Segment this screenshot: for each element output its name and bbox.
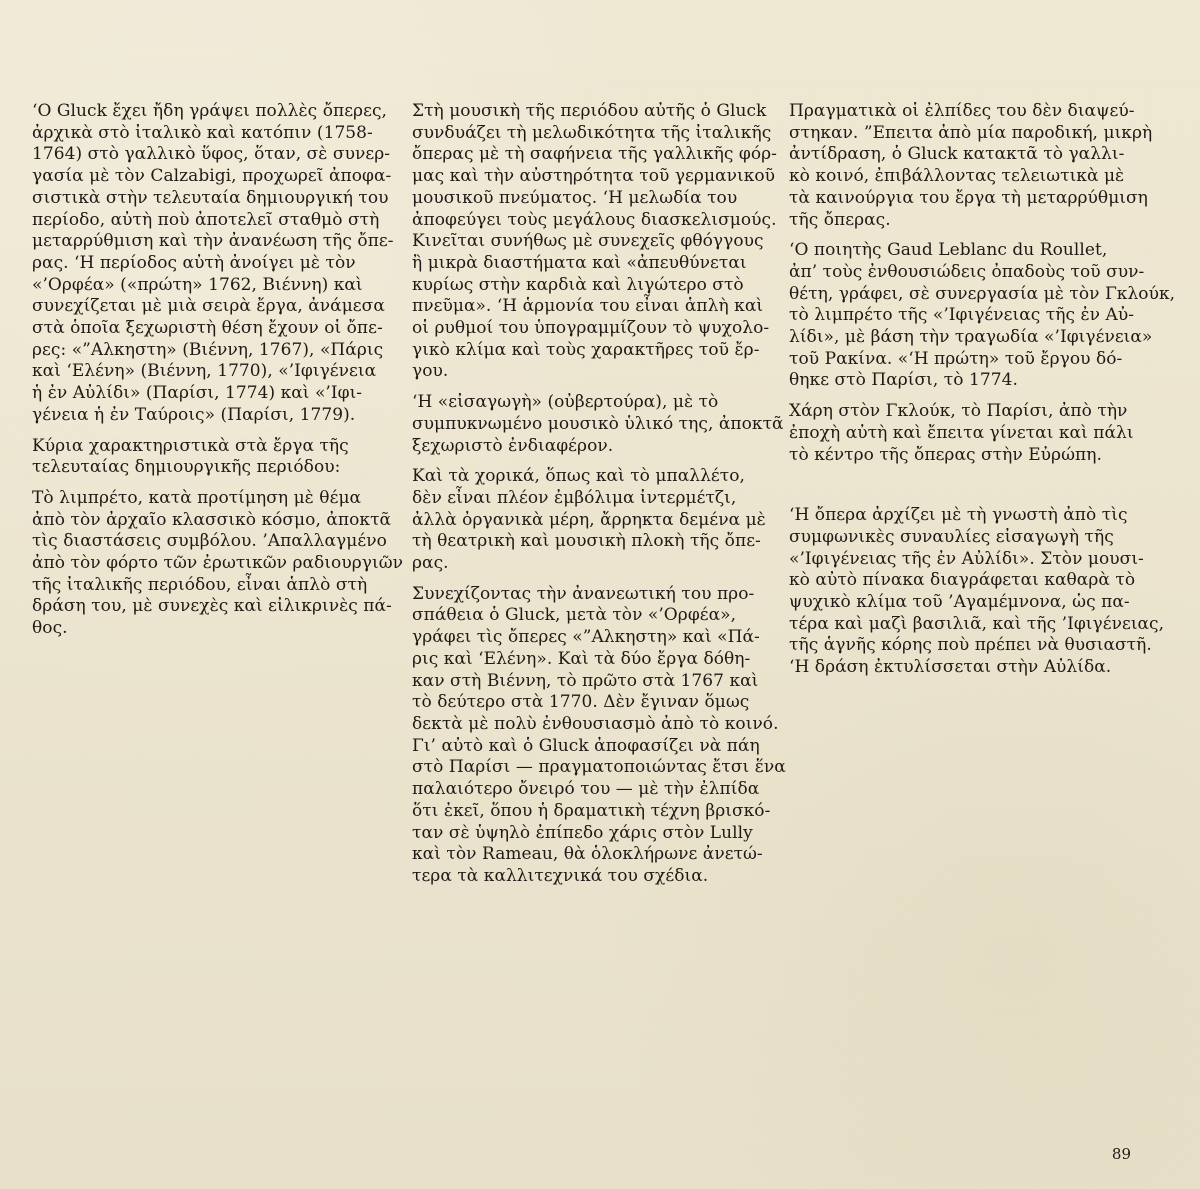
text-line: Χάρη στὸν Γκλούκ, τὸ Παρίσι, ἀπὸ τὴν <box>789 401 1128 422</box>
text-line: κὸ αὐτὸ πίνακα διαγράφεται καθαρὰ τὸ <box>789 570 1136 591</box>
text-line: καν στὴ Βιέννη, τὸ πρῶτο στὰ 1767 καὶ <box>412 670 759 691</box>
text-line: ἀρχικὰ στὸ ἰταλικὸ καὶ κατόπιν (1758- <box>32 122 373 143</box>
text-line: ‘Η δράση ἐκτυλίσσεται στὴν Αὐλίδα. <box>789 657 1112 678</box>
text-line: πνεῦμα». ‘Η ἁρμονία του εἶναι ἁπλὴ καὶ <box>412 296 764 317</box>
paragraph <box>412 392 784 457</box>
text-line: δεκτὰ μὲ πολὺ ἐνθουσιασμὸ ἀπὸ τὸ κοινό. <box>412 713 779 734</box>
text-line: μεταρρύθμιση καὶ τὴν ἀνανέωση τῆς ὄπε- <box>32 231 394 252</box>
text-line: τῆς ἰταλικῆς περιόδου, εἶναι ἁπλὸ στὴ <box>32 574 368 595</box>
text-line: Κινεῖται συνήθως μὲ συνεχεῖς φθόγγους <box>412 231 764 252</box>
section-spacer <box>789 475 1126 505</box>
text-line: ρας. ‘Η περίοδος αὐτὴ ἀνοίγει μὲ τὸν <box>32 252 356 273</box>
paragraph <box>412 101 777 383</box>
paragraph <box>789 401 1134 466</box>
paragraph <box>789 101 1153 231</box>
text-line: ἐποχὴ αὐτὴ καὶ ἔπειτα γίνεται καὶ πάλι <box>789 422 1134 443</box>
text-line: τέρα καὶ μαζὶ βασιλιᾶ, καὶ τῆς ’Ιφιγένειας, <box>789 613 1165 634</box>
paragraph <box>412 583 786 888</box>
text-line: περίοδο, αὐτὴ ποὺ ἀποτελεῖ σταθμὸ στὴ <box>32 209 380 230</box>
text-line: ‘Η «εἰσαγωγὴ» (οὐβερτούρα), μὲ τὸ <box>412 392 719 413</box>
page-number: 89 <box>1111 1145 1131 1163</box>
text-line: τὸ δεύτερο στὰ 1770. Δὲν ἔγιναν ὅμως <box>412 692 750 713</box>
text-line: ἀποφεύγει τοὺς μεγάλους διασκελισμούς. <box>412 209 777 230</box>
text-line: «’Ορφέα» («πρώτη» 1762, Βιέννη) καὶ <box>32 274 363 295</box>
text-line: Συνεχίζοντας τὴν ἀνανεωτική του προ- <box>412 583 755 604</box>
text-line: τὴ θεατρικὴ καὶ μουσικὴ πλοκὴ τῆς ὄπε- <box>412 531 761 552</box>
paragraph <box>789 240 1176 392</box>
text-line: μουσικοῦ πνεύματος. ‘Η μελωδία του <box>412 187 738 208</box>
text-line: στὸ Παρίσι — πραγματοποιώντας ἔτσι ἕνα <box>412 757 786 778</box>
text-line: τοῦ Ρακίνα. «‘Η πρώτη» τοῦ ἔργου δό- <box>789 348 1123 369</box>
paragraph <box>32 101 394 427</box>
text-line: στηκαν. ”Επειτα ἀπὸ μία παροδική, μικρὴ <box>789 122 1153 143</box>
text-column-right <box>789 101 1176 688</box>
text-line: κυρίως στὴν καρδιὰ καὶ λιγώτερο στὸ <box>412 274 744 295</box>
text-column-middle <box>412 101 786 897</box>
text-line: θέτη, γράφει, σὲ συνεργασία μὲ τὸν Γκλούκ, <box>789 283 1176 304</box>
text-line: ‘Η ὄπερα ἀρχίζει μὲ τὴ γνωστὴ ἀπὸ τὶς <box>789 505 1128 526</box>
text-line: Τὸ λιμπρέτο, κατὰ προτίμηση μὲ θέμα <box>32 487 362 508</box>
text-line: ταν σὲ ὑψηλὸ ἐπίπεδο χάρις στὸν Lully <box>412 822 753 843</box>
text-line: «’Ιφιγένειας τῆς ἐν Αὐλίδι». Στὸν μουσι- <box>789 548 1144 569</box>
text-line: σπάθεια ὁ Gluck, μετὰ τὸν «’Ορφέα», <box>412 605 737 626</box>
text-line: ἀπὸ τὸν ἀρχαῖο κλασσικὸ κόσμο, ἀποκτᾶ <box>32 509 392 530</box>
text-line: οἱ ρυθμοί του ὑπογραμμίζουν τὸ ψυχολο- <box>412 318 770 339</box>
text-line: τῆς ἁγνῆς κόρης ποὺ πρέπει νὰ θυσιαστῆ. <box>789 635 1152 656</box>
text-line: τὰ καινούργια του ἔργα τὴ μεταρρύθμιση <box>789 187 1148 208</box>
text-line: ρις καὶ ‘Ελένη». Καὶ τὰ δύο ἔργα δόθη- <box>412 648 751 669</box>
text-line: τελευταίας δημιουργικῆς περιόδου: <box>32 457 341 478</box>
text-line: στὰ ὁποῖα ξεχωριστὴ θέση ἔχουν οἱ ὄπε- <box>32 318 383 339</box>
text-line: ἀντίδραση, ὁ Gluck κατακτᾶ τὸ γαλλι- <box>789 144 1125 165</box>
text-line: γικὸ κλίμα καὶ τοὺς χαρακτῆρες τοῦ ἔρ- <box>412 339 760 360</box>
text-line: λίδι», μὲ βάση τὴν τραγωδία «’Ιφιγένεια» <box>789 327 1153 348</box>
text-line: ὅτι ἐκεῖ, ὅπου ἡ δραματικὴ τέχνη βρισκό- <box>412 800 771 821</box>
text-line: ‘Ο ποιητὴς Gaud Leblanc du Roullet, <box>789 240 1108 261</box>
text-line: Καὶ τὰ χορικά, ὅπως καὶ τὸ μπαλλέτο, <box>412 466 745 487</box>
text-line: ξεχωριστὸ ἐνδιαφέρον. <box>412 435 614 456</box>
text-line: καὶ ‘Ελένη» (Βιέννη, 1770), «’Ιφιγένεια <box>32 361 377 382</box>
text-line: δὲν εἶναι πλέον ἐμβόλιμα ἰντερμέτζι, <box>412 487 737 508</box>
text-line: τὸ λιμπρέτο τῆς «’Ιφιγένειας τῆς ἐν Αὐ- <box>789 305 1135 326</box>
text-line: σιστικὰ στὴν τελευταία δημιουργική του <box>32 187 389 208</box>
text-line: ἀπ’ τοὺς ἐνθουσιώδεις ὀπαδοὺς τοῦ συν- <box>789 261 1145 282</box>
text-line: γου. <box>412 361 449 382</box>
text-line: κὸ κοινό, ἐπιβάλλοντας τελειωτικὰ μὲ <box>789 166 1125 187</box>
text-line: 1764) στὸ γαλλικὸ ὕφος, ὅταν, σὲ συνερ- <box>32 144 391 165</box>
paragraph <box>412 466 764 575</box>
text-line: ὄπερας μὲ τὴ σαφήνεια τῆς γαλλικῆς φόρ- <box>412 144 777 165</box>
text-line: γράφει τὶς ὄπερες «”Αλκηστη» καὶ «Πά- <box>412 627 760 648</box>
paragraph <box>789 505 1165 679</box>
text-line: παλαιότερο ὄνειρό του — μὲ τὴν ἐλπίδα <box>412 779 760 800</box>
text-line: θος. <box>32 618 68 639</box>
paragraph <box>32 436 390 479</box>
text-line: Στὴ μουσικὴ τῆς περιόδου αὐτῆς ὁ Gluck <box>412 101 767 121</box>
text-line: καὶ τὸν Rameau, θὰ ὁλοκλήρωνε ἀνετώ- <box>412 844 763 865</box>
text-line: Πραγματικὰ οἱ ἐλπίδες του δὲν διαψεύ- <box>789 101 1135 121</box>
text-line: τῆς ὄπερας. <box>789 209 891 230</box>
paragraph <box>32 487 403 640</box>
text-line: Κύρια χαρακτηριστικὰ στὰ ἔργα τῆς <box>32 435 349 456</box>
text-line: συμφωνικὲς συναυλίες εἰσαγωγὴ τῆς <box>789 526 1114 547</box>
text-column-left <box>32 101 403 649</box>
text-line: ἀλλὰ ὀργανικὰ μέρη, ἄρρηκτα δεμένα μὲ <box>412 509 766 530</box>
text-line: θηκε στὸ Παρίσι, τὸ 1774. <box>789 370 1018 391</box>
text-line: ψυχικὸ κλίμα τοῦ ’Αγαμέμνονα, ὡς πα- <box>789 592 1130 613</box>
text-line: τὸ κέντρο τῆς ὄπερας στὴν Εὐρώπη. <box>789 444 1102 465</box>
text-line: συνεχίζεται μὲ μιὰ σειρὰ ἔργα, ἀνάμεσα <box>32 296 385 317</box>
text-line: τερα τὰ καλλιτεχνικά του σχέδια. <box>412 865 709 886</box>
text-line: μας καὶ τὴν αὐστηρότητα τοῦ γερμανικοῦ <box>412 166 776 187</box>
text-line: ἡ ἐν Αὐλίδι» (Παρίσι, 1774) καὶ «’Ιφι- <box>32 383 363 404</box>
text-line: ἢ μικρὰ διαστήματα καὶ «ἀπευθύνεται <box>412 252 747 273</box>
text-line: γένεια ἡ ἐν Ταύροις» (Παρίσι, 1779). <box>32 404 356 425</box>
text-line: συνδυάζει τὴ μελωδικότητα τῆς ἰταλικῆς <box>412 122 772 143</box>
text-line: ρες: «”Αλκηστη» (Βιέννη, 1767), «Πάρις <box>32 339 384 360</box>
text-line: γασία μὲ τὸν Calzabigi, προχωρεῖ ἀποφα- <box>32 166 392 187</box>
text-line: Γι’ αὐτὸ καὶ ὁ Gluck ἀποφασίζει νὰ πάη <box>412 735 760 756</box>
text-line: ἀπὸ τὸν φόρτο τῶν ἐρωτικῶν ραδιουργιῶν <box>32 553 403 574</box>
text-line: ρας. <box>412 553 449 574</box>
text-line: τὶς διαστάσεις συμβόλου. ’Απαλλαγμένο <box>32 531 387 552</box>
text-line: δράση του, μὲ συνεχὲς καὶ εἰλικρινὲς πά- <box>32 596 392 617</box>
text-line: συμπυκνωμένο μουσικὸ ὑλικό της, ἀποκτᾶ <box>412 413 784 434</box>
text-line: ‘Ο Gluck ἔχει ἤδη γράψει πολλὲς ὄπερες, <box>32 101 387 121</box>
